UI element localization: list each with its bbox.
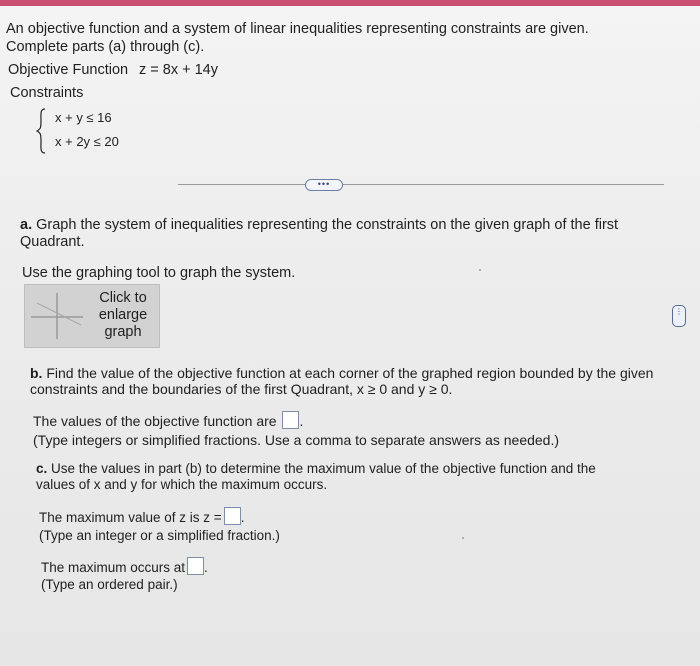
objective-values-row	[33, 411, 303, 430]
graphing-instruction: Use the graphing tool to graph the system.	[22, 265, 296, 281]
enlarge-graph-label-line2: enlarge	[98, 307, 148, 323]
problem-intro-line1: An objective function and a system of linear inequalities representing constraints are given.	[6, 21, 589, 37]
objective-values-hint: (Type integers or simplified fractions. Use a comma to separate answers as needed.)	[33, 432, 560, 448]
part-b-letter: b.	[30, 365, 43, 381]
part-a-text: Graph the system of inequalities representing the constraints on the given graph of the first	[32, 217, 619, 233]
max-value-input[interactable]	[224, 507, 241, 525]
top-accent-bar	[0, 0, 700, 6]
part-a-line2: Quadrant.	[20, 234, 85, 250]
max-occurs-input[interactable]	[187, 557, 204, 575]
objective-function-expression: z = 8x + 14y	[139, 62, 218, 78]
part-b-text: Find the value of the objective function at each corner of the graphed region bounded by the given	[42, 365, 654, 381]
speck	[479, 269, 481, 271]
objective-values-period: .	[299, 413, 304, 429]
part-c-letter: c.	[36, 461, 48, 476]
section-divider	[178, 184, 664, 185]
constraint-1: x + y ≤ 16	[55, 110, 112, 125]
constraints-label: Constraints	[10, 85, 84, 101]
part-a-letter: a.	[20, 217, 33, 233]
enlarge-graph-label-line1: Click to	[99, 290, 147, 306]
max-occurs-prompt: The maximum occurs at	[41, 560, 186, 575]
max-value-period: .	[240, 510, 245, 525]
objective-values-input[interactable]	[282, 411, 299, 429]
part-c-text: Use the values in part (b) to determine the maximum value of the objective function and the	[47, 461, 596, 476]
max-occurs-hint: (Type an ordered pair.)	[41, 577, 178, 592]
enlarge-graph-label-line3: graph	[104, 324, 142, 340]
max-occurs-row	[41, 557, 208, 577]
max-value-row	[39, 507, 244, 527]
problem-intro-line2: Complete parts (a) through (c).	[6, 39, 205, 55]
max-occurs-period: .	[204, 560, 208, 575]
max-value-hint: (Type an integer or a simplified fraction.)	[39, 528, 280, 543]
side-panel-handle[interactable]: ⋮	[672, 305, 686, 327]
constraint-2: x + 2y ≤ 20	[55, 134, 119, 149]
objective-function-label: Objective Function	[8, 62, 129, 78]
enlarge-graph-button[interactable]	[24, 284, 160, 348]
max-value-prompt: The maximum value of z is z =	[39, 510, 222, 525]
constraint-brace-icon	[36, 108, 46, 154]
part-a-line1	[20, 216, 618, 234]
graph-thumbnail-icon	[29, 291, 85, 341]
part-c-line2: values of x and y for which the maximum occurs.	[36, 477, 328, 492]
speck	[462, 537, 464, 539]
part-b-line2: constraints and the boundaries of the first Quadrant, x ≥ 0 and y ≥ 0.	[30, 381, 453, 397]
enlarge-graph-label	[91, 290, 155, 341]
expand-more-button[interactable]: •••	[305, 179, 343, 191]
objective-values-prompt: The values of the objective function are	[33, 413, 277, 429]
